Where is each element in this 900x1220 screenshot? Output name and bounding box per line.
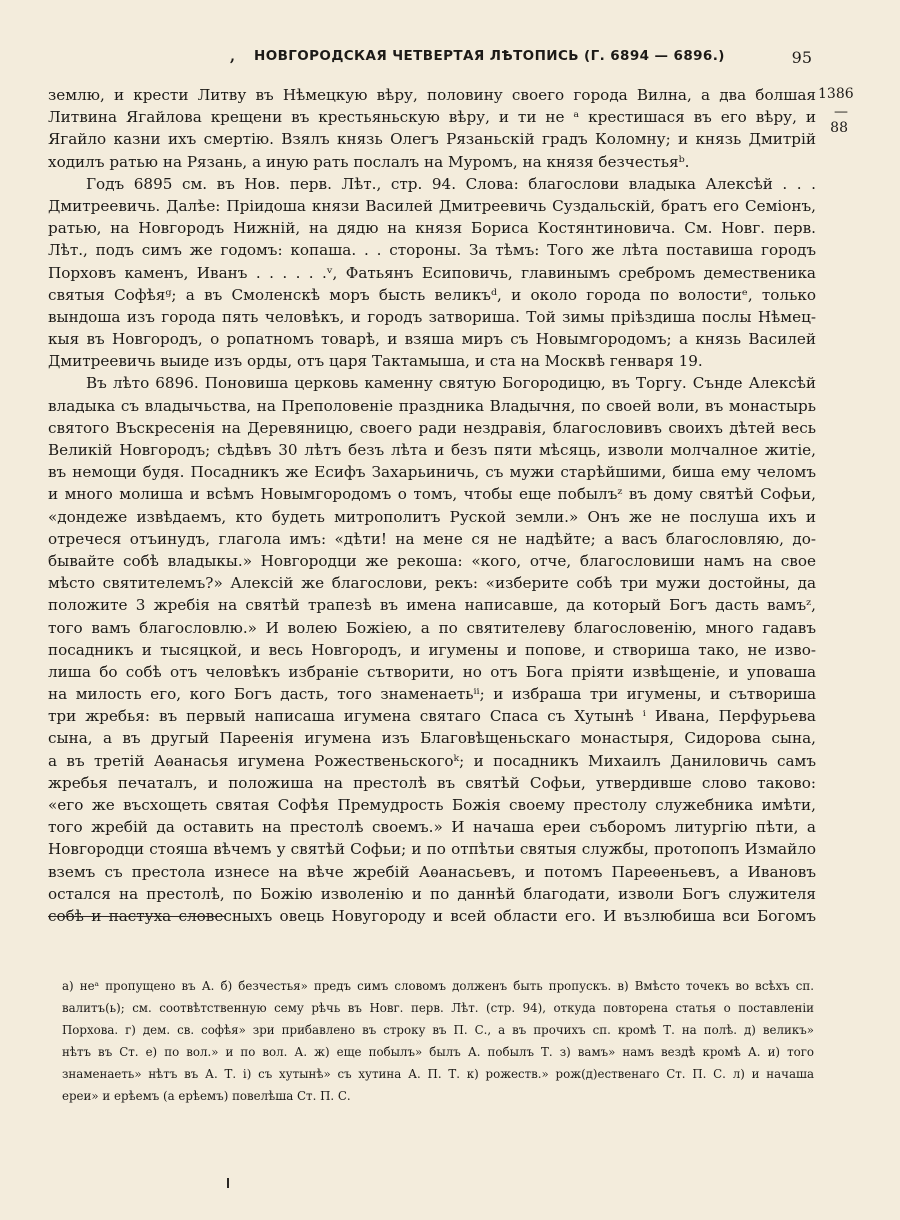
text-line: остался на престолѣ, по Божію изволенію и по даннѣй благодати, изволи Богъ служителя xyxy=(48,884,816,903)
text-line: Великій Новгородъ; сѣдѣвъ 30 лѣтъ безъ лѣта и безъ пяти мѣсяць, изволи молчалное житіе, xyxy=(48,441,816,459)
running-header xyxy=(40,48,820,70)
text-line: того вамъ благословлю.» И волею Божіею, а по святителеву благословенію, много гадавъ xyxy=(48,618,816,637)
text-line: три жребья: въ первый написаша игумена святаго Спаса съ Хутынѣ ⁱ Ивана, Перфурьева xyxy=(48,707,816,726)
text-line: святыя Софѣяᵍ; а въ Смоленскѣ моръ бысть великъᵈ, и около города по волостиᵉ, только xyxy=(48,285,816,304)
text-line: Литвина Ягайлова крещени въ крестьяньскую вѣру, и ти не ᵃ крестишася въ его вѣру, и xyxy=(48,108,816,127)
text-line: лиша бо собѣ отъ человѣкъ избраніе сътворити, но отъ Бога пріяти извѣщеніе, и уповаша xyxy=(48,662,816,681)
margin-year-bottom: —88 xyxy=(830,104,848,136)
text-line: владыка съ владычьства, на Преполовеніе праздника Владычня, по своей воли, въ монастырь xyxy=(48,396,816,415)
text-line: кыя въ Новгородъ, о ропатномъ товарѣ, и взяша миръ съ Новымгородомъ; а князь Василей xyxy=(48,330,816,349)
main-text xyxy=(48,84,816,927)
text-line: Новгородци стояша вѣчемъ у святѣй Софьи; и по отпѣтьи святыя службы, протопопъ Измайло xyxy=(48,840,816,859)
text-line: отречеся отъинудъ, глагола имъ: «дѣти! на мене ся не надѣйте; а васъ благословляю, до- xyxy=(48,529,816,548)
text-line: Дмитреевичь. Далѣе: Пріидоша князи Василей Дмитреевичь Суздальскій, братъ его Семіонъ, xyxy=(48,196,816,215)
text-line: жребья печаталъ, и положиша на престолѣ въ святѣй Софьи, утвердивше слово таково: xyxy=(48,773,816,792)
text-line: Годъ 6895 см. въ Нов. перв. Лѣт., стр. 94. Слова: благослови владыка Алексѣй . . . xyxy=(86,174,816,193)
page-number: 95 xyxy=(791,48,812,67)
text-line: Въ лѣто 6896. Поновиша церковь каменну святую Богородицю, въ Торгу. Сънде Алексѣй xyxy=(86,374,816,393)
text-line: въ немощи будя. Посадникъ же Есифъ Захарьиничь, съ мужи старѣйшими, биша ему челомъ xyxy=(48,463,816,482)
text-line: вземъ съ престола изнесе на вѣче жребій Аѳанасьевъ, и потомъ Пареѳеньевъ, а Ивановъ xyxy=(48,862,816,881)
header-title: НОВГОРОДСКАЯ ЧЕТВЕРТАЯ ЛѢТОПИСЬ (Г. 6894 — 6896.) xyxy=(254,48,725,64)
footnote-rule xyxy=(48,916,226,917)
text-line: «его же въсхощеть святая Софѣя Премудрость Божія своему престолу служебника имѣти, xyxy=(48,796,816,814)
text-line: мѣсто святителемъ?» Алексій же благослови, рекъ: «изберите собѣ три мужи достойны, да xyxy=(48,574,816,593)
text-line: посадникъ и тысяцкой, и весь Новгородъ, и игумены и попове, и створиша тако, не изво- xyxy=(48,640,816,659)
text-line: того жребій да оставить на престолѣ своемъ.» И начаша ереи съборомъ литургію пѣти, а xyxy=(48,818,816,837)
footnote-line: Порхова. г) дем. св. софѣя» зри прибавлено въ строку въ П. С., а въ прочихъ сп. кромѣ Т. на полѣ. д) великъ» xyxy=(62,1023,814,1037)
footnotes xyxy=(62,976,814,1108)
text-line: Лѣт., подъ симъ же годомъ: копаша. . . стороны. За тѣмъ: Того же лѣта поставиша городъ xyxy=(48,241,816,260)
text-line: вындоша изъ города пять человѣкъ, и городъ затвориша. Той зимы пріѣздиша послы Нѣмец- xyxy=(48,307,816,326)
footnote-line: а) неᵃ пропущено въ А. б) безчестья» предъ симъ словомъ долженъ быть пропускъ. в) Вмѣсто точекъ во всѣхъ сп. xyxy=(62,979,814,993)
footnote-line: ереи» и ерѣемъ (а ерѣемъ) повелѣша Ст. П. С. xyxy=(62,1089,351,1103)
footnote-line: знаменаеть» нѣтъ въ А. Т. і) съ хутынѣ» съ хутина А. П. Т. к) рожеств.» рож(д)ественаго Ст. П. С. л) и начаша xyxy=(62,1067,814,1081)
text-line: бывайте собѣ владыкы.» Новгородци же рекоша: «кого, отче, благословиши намъ на свое xyxy=(48,551,816,570)
text-line: и много молиша и всѣмъ Новымгородомъ о томъ, чтобы еще побылъᶻ въ дому святѣй Софьи, xyxy=(48,485,816,504)
text-line: ратью, на Новгородъ Нижній, на дядю на князя Бориса Костянтиновича. См. Новг. перв. xyxy=(48,219,816,238)
print-mark xyxy=(227,1178,229,1188)
text-line: а въ третій Аѳанасья игумена Рожественьскогоᵏ; и посадникъ Михаилъ Даниловичь самъ xyxy=(48,751,816,770)
text-line: землю, и крести Литву въ Нѣмецкую вѣру, половину своего города Вилна, а два болшая xyxy=(48,86,816,104)
text-line: ходилъ ратью на Рязань, а иную рать послалъ на Муромъ, на князя безчестьяᵇ. xyxy=(48,152,690,171)
text-line: на милость его, кого Богъ дасть, того знаменаетьⁱⁱ; и избраша три игумены, и сътвориша xyxy=(48,685,816,704)
footnote-line: нѣтъ въ Ст. е) по вол.» и по вол. А. ж) еще побылъ» былъ А. побылъ Т. з) вамъ» намъ вездѣ кромѣ А. и) того xyxy=(62,1045,814,1059)
text-line: Порховъ каменъ, Иванъ . . . . . .ᵛ, Фатьянъ Есиповичь, главинымъ сребромъ демественика xyxy=(48,263,816,282)
margin-year-top: 1386 xyxy=(818,86,854,102)
text-line: Дмитреевичь выиде изъ орды, отъ царя Тактамыша, и ста на Москвѣ генваря 19. xyxy=(48,352,703,371)
text-line: сына, а въ другый Пареенія игумена изъ Благовѣщеньскаго монастыря, Сидорова сына, xyxy=(48,729,816,748)
footnote-line: валитъ(ь); см. соотвѣтственную сему рѣчь въ Новг. перв. Лѣт. (стр. 94), откуда повторена статья о поставленіи xyxy=(62,1001,814,1015)
text-line: Ягайло казни ихъ смертію. Взялъ князь Олегъ Рязаньскій градъ Коломну; и князь Дмитрій xyxy=(48,130,816,149)
text-line: святого Въскресенія на Деревяницю, своего ради нездравія, благословивъ своихъ дѣтей весь xyxy=(48,418,816,437)
header-mark: , xyxy=(230,48,236,65)
text-line: «дондеже извѣдаемъ, кто будеть митрополитъ Руской земли.» Онъ же не послуша ихъ и xyxy=(48,507,816,526)
text-line: положите 3 жребія на святѣй трапезѣ въ имена написавше, да который Богъ дасть вамъᶻ, xyxy=(48,596,816,615)
text-line: собѣ и пастуха словесныхъ овець Новугороду и всей области его. И възлюбиша вси Богомъ xyxy=(48,906,816,925)
